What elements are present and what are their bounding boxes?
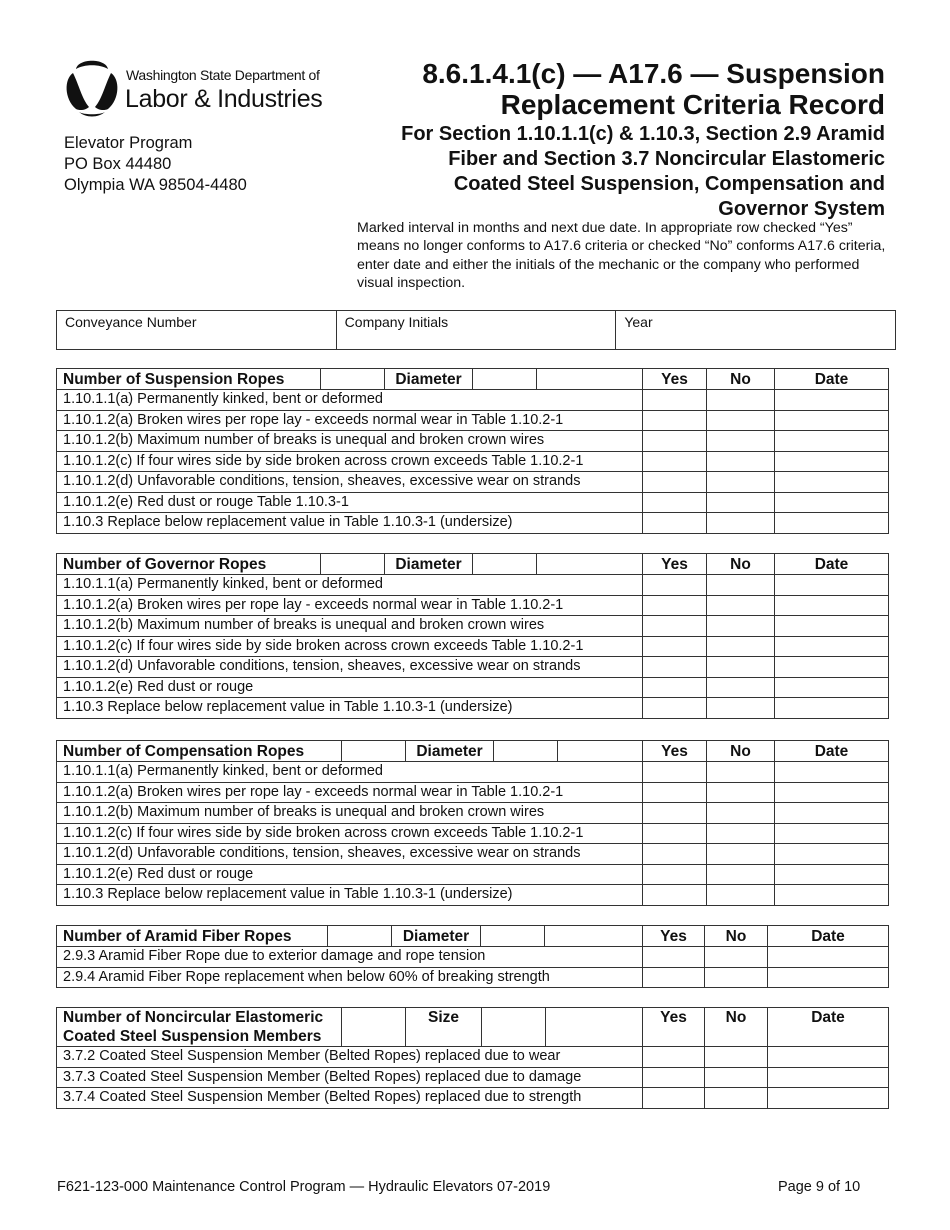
rope-count-label: Number of Governor Ropes (57, 554, 321, 575)
page-number: Page 9 of 10 (778, 1179, 861, 1195)
criteria-row (57, 472, 889, 493)
no-check-cell[interactable] (707, 823, 775, 844)
criteria-text: 3.7.4 Coated Steel Suspension Member (Belted Ropes) replaced due to strength (57, 1088, 643, 1109)
criteria-text: 1.10.1.2(e) Red dust or rouge Table 1.10.3-1 (57, 492, 643, 513)
form-subtitle-line: Coated Steel Suspension, Compensation and (453, 173, 885, 195)
no-check-cell[interactable] (707, 513, 775, 534)
criteria-row (57, 947, 889, 968)
date-cell[interactable] (775, 575, 889, 596)
yes-check-cell[interactable] (643, 885, 707, 906)
no-check-cell[interactable] (707, 616, 775, 637)
date-cell[interactable] (775, 616, 889, 637)
yes-check-cell[interactable] (643, 782, 707, 803)
column-header-no: No (705, 1008, 768, 1047)
criteria-row (57, 431, 889, 452)
date-cell[interactable] (768, 967, 889, 988)
yes-check-cell[interactable] (643, 575, 707, 596)
no-check-cell[interactable] (707, 472, 775, 493)
criteria-text: 1.10.1.2(c) If four wires side by side broken across crown exceeds Table 1.10.2-1 (57, 636, 643, 657)
table-header-row (57, 554, 889, 575)
date-cell[interactable] (768, 1067, 889, 1088)
yes-check-cell[interactable] (643, 803, 707, 824)
table-header-row (57, 741, 889, 762)
rope-count-label: Number of Aramid Fiber Ropes (57, 926, 328, 947)
criteria-row (57, 967, 889, 988)
no-check-cell[interactable] (707, 803, 775, 824)
criteria-row (57, 823, 889, 844)
governor-ropes-table (56, 553, 889, 719)
yes-check-cell[interactable] (643, 390, 707, 411)
criteria-row (57, 803, 889, 824)
measure-label: Size (406, 1008, 482, 1047)
form-subtitle-line: Fiber and Section 3.7 Noncircular Elastomeric (448, 148, 885, 170)
agency-name-line1: Washington State Department of (126, 67, 320, 83)
column-header-no: No (707, 369, 775, 390)
date-cell[interactable] (775, 636, 889, 657)
measure-input[interactable] (482, 1008, 546, 1047)
rope-count-input[interactable] (342, 1008, 406, 1047)
date-cell[interactable] (775, 677, 889, 698)
yes-check-cell[interactable] (643, 967, 705, 988)
criteria-row (57, 595, 889, 616)
header-spacer (546, 1008, 643, 1047)
yes-check-cell[interactable] (643, 451, 707, 472)
yes-check-cell[interactable] (643, 636, 707, 657)
no-check-cell[interactable] (705, 947, 768, 968)
no-check-cell[interactable] (707, 698, 775, 719)
no-check-cell[interactable] (707, 575, 775, 596)
measure-label: Diameter (392, 926, 481, 947)
criteria-row (57, 657, 889, 678)
form-instructions: Marked interval in months and next due date. In appropriate row checked “Yes” means no longer conforms to A17.6 criteria or checked “No” conforms A17.6 criteria, enter date and either the initials of the mechanic or the company who performed visual inspection. (357, 220, 886, 291)
criteria-text: 1.10.1.2(a) Broken wires per rope lay - exceeds normal wear in Table 1.10.2-1 (57, 595, 643, 616)
no-check-cell[interactable] (707, 636, 775, 657)
agency-name-line2: Labor & Industries (125, 85, 323, 113)
criteria-row (57, 677, 889, 698)
form-subtitle-line: Governor System (718, 198, 885, 220)
column-header-yes: Yes (643, 926, 705, 947)
measure-label: Diameter (385, 369, 473, 390)
rope-count-input[interactable] (321, 369, 385, 390)
yes-check-cell[interactable] (643, 762, 707, 783)
column-header-yes: Yes (643, 741, 707, 762)
date-cell[interactable] (775, 451, 889, 472)
yes-check-cell[interactable] (643, 844, 707, 865)
criteria-text: 1.10.1.2(c) If four wires side by side broken across crown exceeds Table 1.10.2-1 (57, 451, 643, 472)
yes-check-cell[interactable] (643, 947, 705, 968)
form-subtitle (340, 122, 885, 222)
rope-count-label: Number of Suspension Ropes (57, 369, 321, 390)
date-cell[interactable] (775, 762, 889, 783)
no-check-cell[interactable] (707, 492, 775, 513)
criteria-text: 1.10.1.2(d) Unfavorable conditions, tension, sheaves, excessive wear on strands (57, 472, 643, 493)
header-spacer (537, 554, 643, 575)
date-cell[interactable] (775, 698, 889, 719)
criteria-text: 1.10.1.2(b) Maximum number of breaks is unequal and broken crown wires (57, 803, 643, 824)
form-number: F621-123-000 Maintenance Control Program — Hydraulic Elevators 07-2019 (57, 1179, 551, 1195)
date-cell[interactable] (775, 657, 889, 678)
measure-input[interactable] (473, 369, 537, 390)
year-field[interactable]: Year (624, 314, 653, 330)
criteria-text: 2.9.3 Aramid Fiber Rope due to exterior damage and rope tension (57, 947, 643, 968)
criteria-row (57, 885, 889, 906)
column-header-no: No (707, 741, 775, 762)
header-spacer (545, 926, 643, 947)
aramid-fiber-ropes-table (56, 925, 889, 988)
rope-count-label-line: Number of Noncircular Elastomeric (63, 1009, 324, 1026)
criteria-row (57, 636, 889, 657)
date-cell[interactable] (775, 782, 889, 803)
form-title-line: Replacement Criteria Record (500, 89, 885, 120)
date-cell[interactable] (775, 864, 889, 885)
no-check-cell[interactable] (707, 431, 775, 452)
column-header-date: Date (775, 741, 889, 762)
yes-check-cell[interactable] (643, 616, 707, 637)
agency-logo (62, 55, 342, 121)
yes-check-cell[interactable] (643, 1067, 705, 1088)
address-line: Elevator Program (64, 134, 193, 152)
yes-check-cell[interactable] (643, 698, 707, 719)
no-check-cell[interactable] (707, 864, 775, 885)
no-check-cell[interactable] (707, 595, 775, 616)
date-cell[interactable] (775, 492, 889, 513)
date-cell[interactable] (775, 823, 889, 844)
yes-check-cell[interactable] (643, 472, 707, 493)
table-header-row (57, 926, 889, 947)
criteria-text: 1.10.1.2(a) Broken wires per rope lay - exceeds normal wear in Table 1.10.2-1 (57, 782, 643, 803)
no-check-cell[interactable] (707, 410, 775, 431)
criteria-row (57, 782, 889, 803)
no-check-cell[interactable] (707, 657, 775, 678)
header-spacer (558, 741, 643, 762)
criteria-row (57, 390, 889, 411)
criteria-row (57, 698, 889, 719)
date-cell[interactable] (775, 513, 889, 534)
rope-count-input[interactable] (328, 926, 392, 947)
form-title-line: 8.6.1.4.1(c) — A17.6 — Suspension (422, 58, 885, 89)
criteria-row (57, 616, 889, 637)
no-check-cell[interactable] (705, 1067, 768, 1088)
column-header-yes: Yes (643, 369, 707, 390)
criteria-text: 1.10.1.2(d) Unfavorable conditions, tension, sheaves, excessive wear on strands (57, 844, 643, 865)
date-cell[interactable] (775, 390, 889, 411)
criteria-row (57, 864, 889, 885)
column-header-date: Date (768, 1008, 889, 1047)
column-header-date: Date (768, 926, 889, 947)
date-cell[interactable] (775, 472, 889, 493)
criteria-row (57, 513, 889, 534)
date-cell[interactable] (775, 431, 889, 452)
table-header-row (57, 369, 889, 390)
criteria-row (57, 762, 889, 783)
no-check-cell[interactable] (705, 1047, 768, 1068)
criteria-text: 3.7.3 Coated Steel Suspension Member (Belted Ropes) replaced due to damage (57, 1067, 643, 1088)
measure-label: Diameter (385, 554, 473, 575)
criteria-row (57, 1047, 889, 1068)
yes-check-cell[interactable] (643, 492, 707, 513)
no-check-cell[interactable] (707, 677, 775, 698)
criteria-row (57, 451, 889, 472)
criteria-text: 1.10.1.2(c) If four wires side by side broken across crown exceeds Table 1.10.2-1 (57, 823, 643, 844)
criteria-text: 3.7.2 Coated Steel Suspension Member (Belted Ropes) replaced due to wear (57, 1047, 643, 1068)
no-check-cell[interactable] (707, 844, 775, 865)
measure-input[interactable] (481, 926, 545, 947)
date-cell[interactable] (775, 595, 889, 616)
rope-count-input[interactable] (342, 741, 406, 762)
measure-input[interactable] (494, 741, 558, 762)
no-check-cell[interactable] (705, 1088, 768, 1109)
criteria-text: 1.10.1.2(e) Red dust or rouge (57, 677, 643, 698)
rope-count-label (57, 1008, 342, 1047)
measure-label: Diameter (406, 741, 494, 762)
suspension-ropes-table (56, 368, 889, 534)
criteria-text: 2.9.4 Aramid Fiber Rope replacement when below 60% of breaking strength (57, 967, 643, 988)
criteria-text: 1.10.3 Replace below replacement value in Table 1.10.3-1 (undersize) (57, 513, 643, 534)
criteria-text: 1.10.1.2(e) Red dust or rouge (57, 864, 643, 885)
noncircular-members-table (56, 1007, 889, 1109)
no-check-cell[interactable] (707, 782, 775, 803)
yes-check-cell[interactable] (643, 513, 707, 534)
mailing-address (64, 133, 247, 196)
rope-count-label-line: Coated Steel Suspension Members (63, 1028, 322, 1045)
criteria-row (57, 575, 889, 596)
column-header-date: Date (775, 554, 889, 575)
no-check-cell[interactable] (707, 390, 775, 411)
date-cell[interactable] (775, 885, 889, 906)
company-initials-field[interactable]: Company Initials (337, 311, 617, 349)
date-cell[interactable] (775, 844, 889, 865)
compensation-ropes-table (56, 740, 889, 906)
yes-check-cell[interactable] (643, 595, 707, 616)
criteria-text: 1.10.1.2(a) Broken wires per rope lay - exceeds normal wear in Table 1.10.2-1 (57, 410, 643, 431)
date-cell[interactable] (775, 410, 889, 431)
address-line: PO Box 44480 (64, 155, 172, 173)
criteria-text: 1.10.1.1(a) Permanently kinked, bent or deformed (57, 575, 643, 596)
date-cell[interactable] (775, 803, 889, 824)
criteria-row (57, 1067, 889, 1088)
criteria-text: 1.10.1.2(b) Maximum number of breaks is unequal and broken crown wires (57, 616, 643, 637)
criteria-text: 1.10.1.2(b) Maximum number of breaks is unequal and broken crown wires (57, 431, 643, 452)
column-header-no: No (707, 554, 775, 575)
column-header-yes: Yes (643, 554, 707, 575)
table-header-row (57, 1008, 889, 1047)
criteria-row (57, 1088, 889, 1109)
form-title (340, 58, 885, 120)
date-cell[interactable] (768, 1088, 889, 1109)
yes-check-cell[interactable] (643, 1088, 705, 1109)
criteria-text: 1.10.1.1(a) Permanently kinked, bent or deformed (57, 762, 643, 783)
form-title-block (340, 58, 885, 222)
measure-input[interactable] (473, 554, 537, 575)
agency-logo-icon (62, 55, 122, 119)
no-check-cell[interactable] (707, 885, 775, 906)
date-cell[interactable] (768, 1047, 889, 1068)
criteria-row (57, 492, 889, 513)
criteria-row (57, 844, 889, 865)
yes-check-cell[interactable] (643, 823, 707, 844)
rope-count-label: Number of Compensation Ropes (57, 741, 342, 762)
criteria-row (57, 410, 889, 431)
date-cell[interactable] (768, 947, 889, 968)
criteria-text: 1.10.3 Replace below replacement value in Table 1.10.3-1 (undersize) (57, 885, 643, 906)
criteria-text: 1.10.1.2(d) Unfavorable conditions, tension, sheaves, excessive wear on strands (57, 657, 643, 678)
yes-check-cell[interactable] (643, 657, 707, 678)
column-header-date: Date (775, 369, 889, 390)
yes-check-cell[interactable] (643, 864, 707, 885)
rope-count-input[interactable] (321, 554, 385, 575)
column-header-no: No (705, 926, 768, 947)
yes-check-cell[interactable] (643, 677, 707, 698)
no-check-cell[interactable] (707, 451, 775, 472)
yes-check-cell[interactable] (643, 431, 707, 452)
criteria-text: 1.10.3 Replace below replacement value in Table 1.10.3-1 (undersize) (57, 698, 643, 719)
header-spacer (537, 369, 643, 390)
column-header-yes: Yes (643, 1008, 705, 1047)
form-subtitle-line: For Section 1.10.1.1(c) & 1.10.3, Section 2.9 Aramid (401, 123, 885, 145)
no-check-cell[interactable] (707, 762, 775, 783)
no-check-cell[interactable] (705, 967, 768, 988)
header-fields (56, 310, 896, 350)
conveyance-number-field[interactable]: Conveyance Number (57, 311, 337, 349)
criteria-text: 1.10.1.1(a) Permanently kinked, bent or deformed (57, 390, 643, 411)
yes-check-cell[interactable] (643, 1047, 705, 1068)
yes-check-cell[interactable] (643, 410, 707, 431)
address-line: Olympia WA 98504-4480 (64, 176, 247, 194)
